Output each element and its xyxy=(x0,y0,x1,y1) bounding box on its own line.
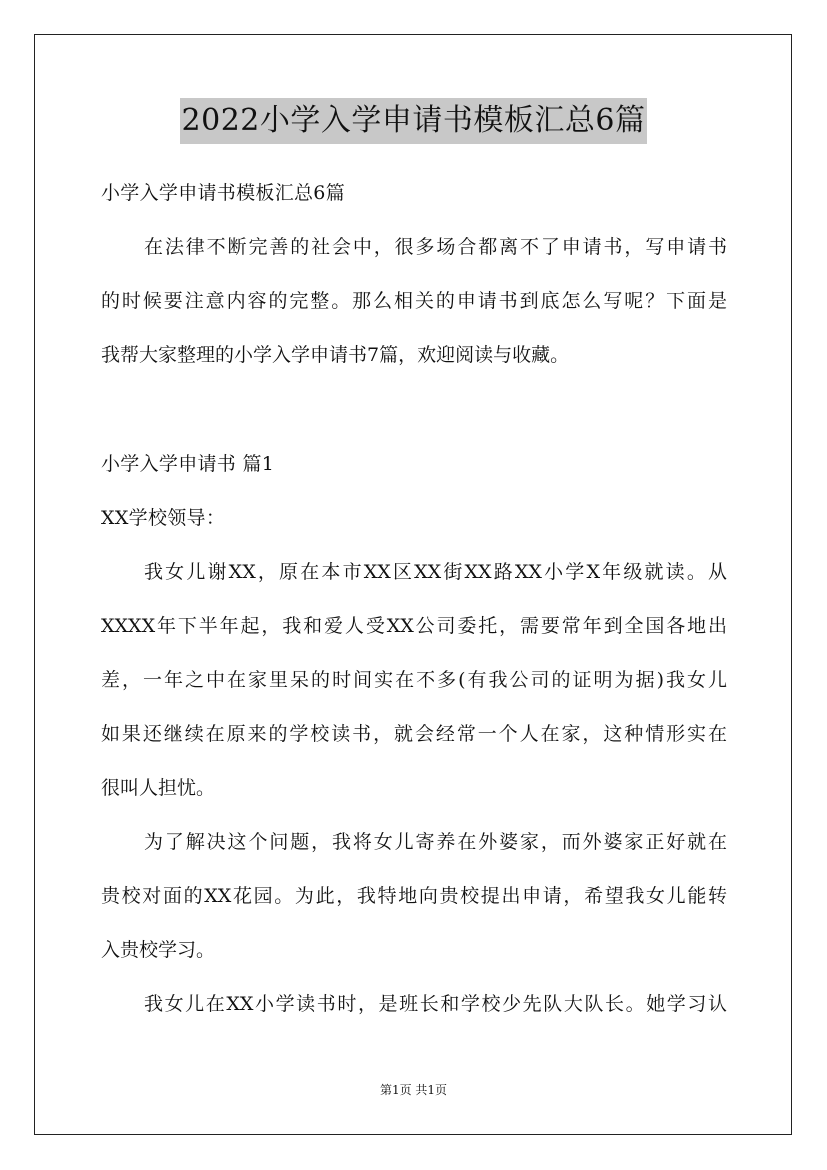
page-footer: 第1页 共1页 xyxy=(379,1083,448,1097)
title-container xyxy=(0,98,827,144)
paragraph-line: 入贵校学习。 xyxy=(101,939,216,961)
paragraph-line: 差，一年之中在家里呆的时间实在不多(有我公司的证明为据)我女儿 xyxy=(101,669,727,691)
paragraph-line: 贵校对面的XX花园。为此，我特地向贵校提出申请，希望我女儿能转 xyxy=(101,885,727,907)
document-subtitle: 小学入学申请书模板汇总6篇 xyxy=(101,182,345,204)
paragraph-line: 很叫人担忧。 xyxy=(101,777,216,799)
paragraph-line: 我女儿谢XX，原在本市XX区XX街XX路XX小学X年级就读。从 xyxy=(144,561,727,583)
intro-line: 我帮大家整理的小学入学申请书7篇，欢迎阅读与收藏。 xyxy=(101,344,570,366)
intro-line: 的时候要注意内容的完整。那么相关的申请书到底怎么写呢？下面是 xyxy=(101,290,727,312)
section-heading: 小学入学申请书 篇1 xyxy=(101,453,275,475)
paragraph-line: 我女儿在XX小学读书时，是班长和学校少先队大队长。她学习认 xyxy=(144,993,727,1015)
document-title: 2022小学入学申请书模板汇总6篇 xyxy=(180,98,648,144)
paragraph-line: 为了解决这个问题，我将女儿寄养在外婆家，而外婆家正好就在 xyxy=(144,831,727,853)
paragraph-line: XXXX年下半年起，我和爱人受XX公司委托，需要常年到全国各地出 xyxy=(101,615,727,637)
paragraph-line: 如果还继续在原来的学校读书，就会经常一个人在家，这种情形实在 xyxy=(101,723,727,745)
intro-line: 在法律不断完善的社会中，很多场合都离不了申请书，写申请书 xyxy=(144,236,727,258)
salutation: XX学校领导： xyxy=(101,507,226,529)
